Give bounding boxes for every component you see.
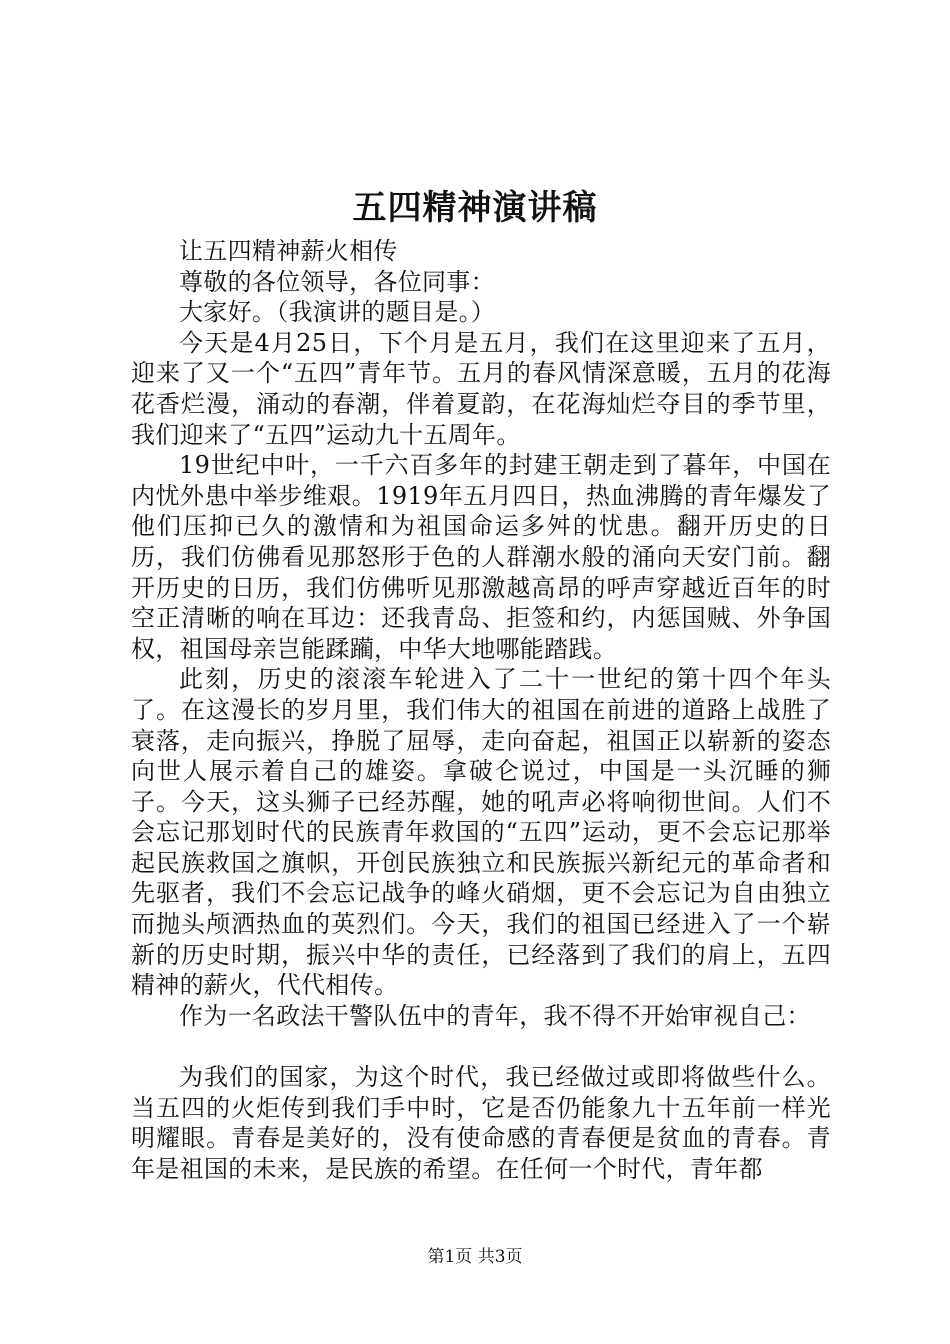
greeting-paragraph: 大家好。（我演讲的题目是。） <box>179 298 496 327</box>
document-body <box>131 236 831 1184</box>
document-title: 五四精神演讲稿 <box>352 188 598 228</box>
subtitle-paragraph: 让五四精神薪火相传 <box>179 237 398 265</box>
body-paragraph: 为我们的国家，为这个时代，我已经做过或即将做些什么。当五四的火炬传到我们手中时，它是否仍能象九十五年前一样光明耀眼。青春是美好的，没有使命感的青春便是贫血的青春。青年是祖国的未来，是民族的希望。在任何一个时代，青年都 <box>131 1063 831 1183</box>
body-paragraph: 此刻，历史的滚滚车轮进入了二十一世纪的第十四个年头了。在这漫长的岁月里，我们伟大的祖国在前进的道路上战胜了衰落，走向振兴，挣脱了屈辱，走向奋起，祖国正以崭新的姿态向世人展示着自己的雄姿。拿破仑说过，中国是一头沉睡的狮子。今天，这头狮子已经苏醒，她的吼声必将响彻世间。人们不会忘记那划时代的民族青年救国的“五四”运动，更不会忘记那举起民族救国之旗帜，开创民族独立和民族振兴新纪元的革命者和先驱者，我们不会忘记战争的峰火硝烟，更不会忘记为自由独立而抛头颅洒热血的英烈们。今天，我们的祖国已经进入了一个崭新的历史时期，振兴中华的责任，已经落到了我们的肩上，五四精神的薪火，代代相传。 <box>131 665 831 1000</box>
body-paragraph: 作为一名政法干警队伍中的青年，我不得不开始审视自己： <box>179 1001 811 1030</box>
body-paragraph: 19世纪中叶，一千六百多年的封建王朝走到了暮年，中国在内忧外患中举步维艰。1919年五月四日，热血沸腾的青年爆发了他们压抑已久的激情和为祖国命运多舛的忧患。翻开历史的日历，我们仿佛看见那怒形于色的人群潮水般的涌向天安门前。翻开历史的日历，我们仿佛听见那激越高昂的呼声穿越近百年的时空正清晰的响在耳边：还我青岛、拒签和约，内惩国贼、外争国权，祖国母亲岂能蹂躏，中华大地哪能踏践。 <box>131 451 831 663</box>
salutation-paragraph: 尊敬的各位领导，各位同事： <box>179 267 495 296</box>
page-number-footer: 第1页 共3页 <box>427 1247 523 1267</box>
body-paragraph: 今天是4月25日，下个月是五月，我们在这里迎来了五月，迎来了又一个“五四”青年节。五月的春风情深意暖，五月的花海花香烂漫，涌动的春潮，伴着夏韵，在花海灿烂夺目的季节里，我们迎来了“五四”运动九十五周年。 <box>131 328 831 449</box>
